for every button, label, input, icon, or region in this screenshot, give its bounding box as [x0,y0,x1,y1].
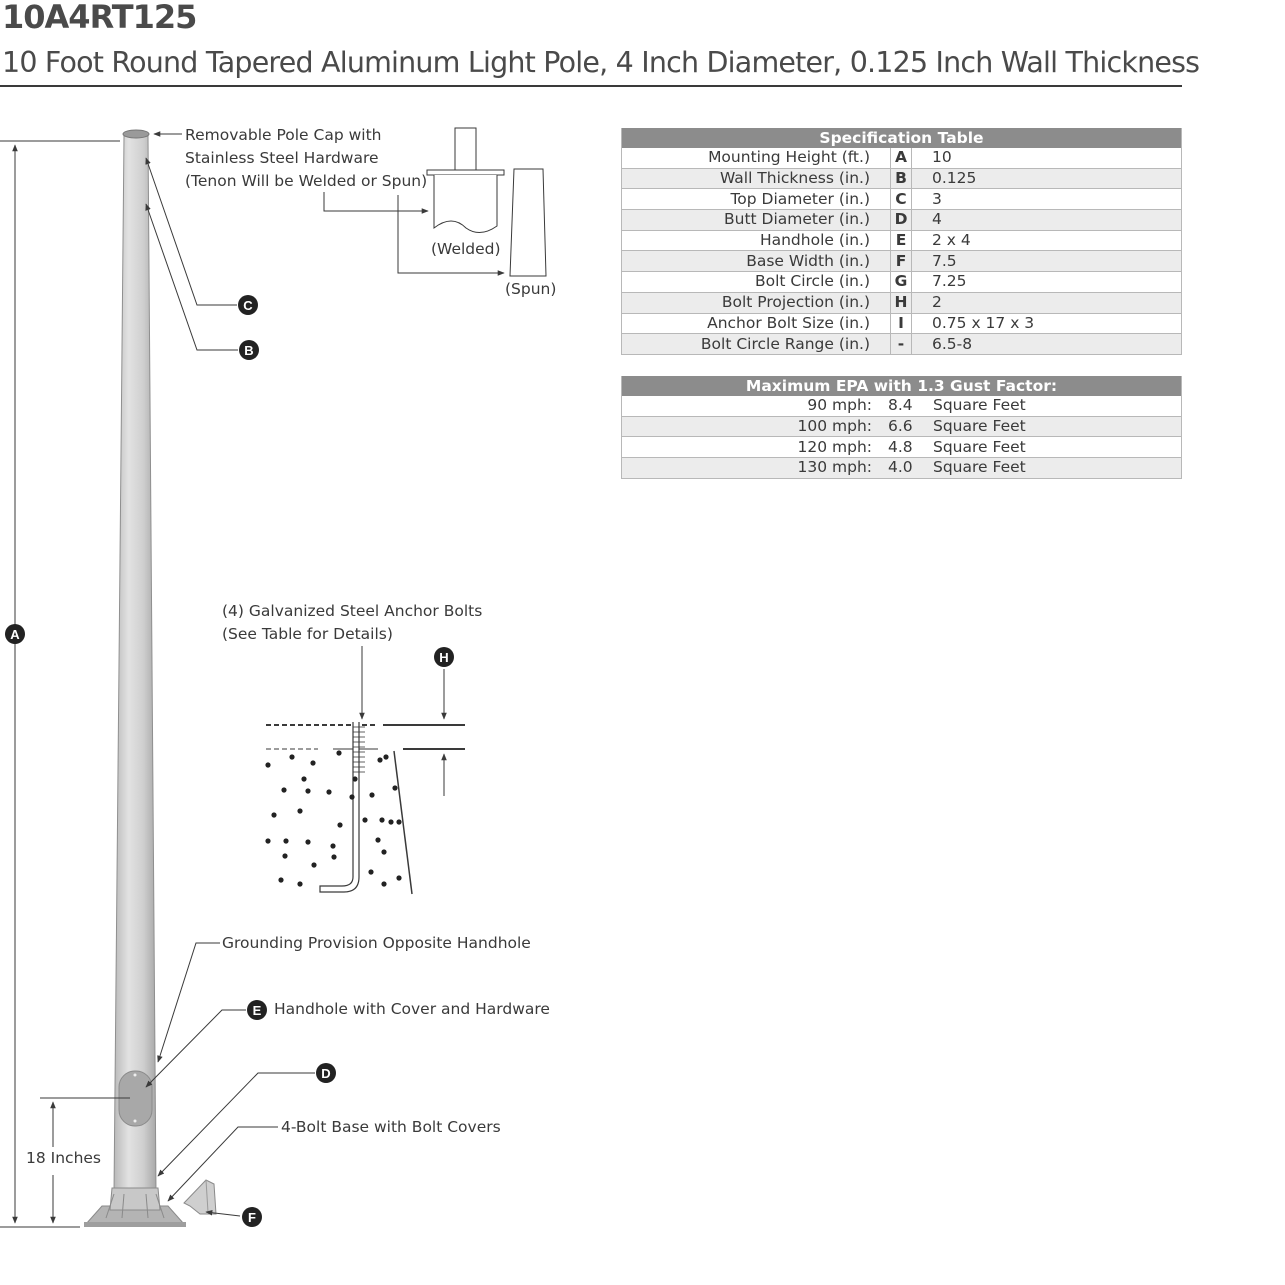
pole-cap-line-1: Removable Pole Cap with [185,126,382,144]
tenon-spun-detail [510,169,546,276]
table-row: 130 mph: 4.0 Square Feet [622,458,1182,479]
svg-text:B: B [244,343,254,358]
table-row: Bolt Circle Range (in.) - 6.5-8 [622,334,1182,355]
table-row: 120 mph: 4.8 Square Feet [622,437,1182,458]
table-row: Base Width (in.) F 7.5 [622,251,1182,272]
svg-text:C: C [243,298,253,313]
svg-text:A: A [10,627,20,642]
table-row: Handhole (in.) E 2 x 4 [622,230,1182,251]
epa-table-title: Maximum EPA with 1.3 Gust Factor: [622,376,1182,396]
pole-cap-line-3: (Tenon Will be Welded or Spun) [185,172,428,190]
light-pole [114,130,156,1192]
anchor-bolts-line-2: (See Table for Details) [222,625,393,643]
marker-b [239,340,259,360]
specification-table [621,128,1182,355]
marker-c [238,295,258,315]
tenon-welded-detail [427,128,504,233]
pole-cap [123,130,149,138]
pole-base [84,1188,186,1227]
svg-text:D: D [321,1066,331,1081]
leader-lines [146,134,504,1216]
marker-a [5,624,25,644]
marker-e [247,1000,267,1020]
epa-table [621,376,1182,479]
marker-f [242,1207,262,1227]
bolt-cover [184,1180,216,1214]
welded-label: (Welded) [431,240,501,258]
anchor-bolts-label [222,600,482,646]
spec-table-title: Specification Table [622,128,1182,148]
pole-cap-line-2: Stainless Steel Hardware [185,149,379,167]
table-row: Top Diameter (in.) C 3 [622,189,1182,210]
grounding-label: Grounding Provision Opposite Handhole [222,934,531,952]
page-title: 10 Foot Round Tapered Aluminum Light Pole, 4 Inch Diameter, 0.125 Inch Wall Thickness [2,46,1200,79]
table-row: Anchor Bolt Size (in.) I 0.75 x 17 x 3 [622,313,1182,334]
table-row: Wall Thickness (in.) B 0.125 [622,168,1182,189]
marker-h [434,647,454,667]
table-row: 90 mph: 8.4 Square Feet [622,396,1182,416]
eighteen-inches-label: 18 Inches [26,1149,102,1167]
anchor-bolt-detail [265,722,465,894]
svg-text:E: E [252,1003,262,1018]
table-row: Bolt Projection (in.) H 2 [622,292,1182,313]
table-row: 100 mph: 6.6 Square Feet [622,416,1182,437]
handhole-label: Handhole with Cover and Hardware [274,1000,550,1018]
model-number: 10A4RT125 [2,0,197,36]
marker-d [316,1063,336,1083]
spun-label: (Spun) [505,280,557,298]
anchor-bolts-line-1: (4) Galvanized Steel Anchor Bolts [222,602,483,620]
table-row: Bolt Circle (in.) G 7.25 [622,272,1182,293]
table-row: Mounting Height (ft.) A 10 [622,148,1182,168]
base-label: 4-Bolt Base with Bolt Covers [281,1118,501,1136]
table-row: Butt Diameter (in.) D 4 [622,210,1182,231]
svg-text:H: H [439,650,449,665]
dimension-a [0,141,120,1227]
pole-cap-label [185,124,427,193]
svg-text:F: F [248,1210,256,1225]
